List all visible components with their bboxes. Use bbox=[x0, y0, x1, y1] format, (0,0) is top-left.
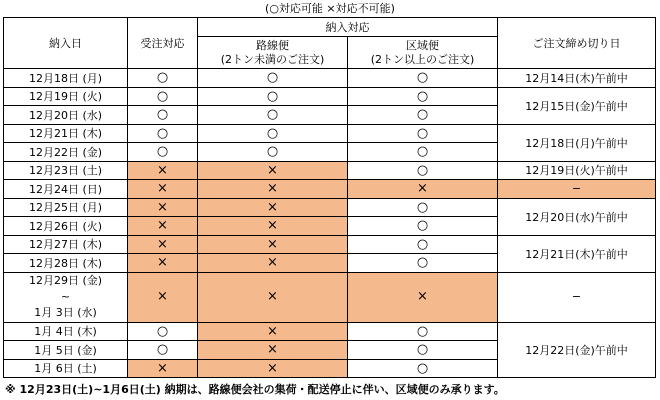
deadline-cell: − bbox=[498, 272, 656, 322]
route-cell: × bbox=[198, 217, 348, 236]
date-cell: 12月28日 (木) bbox=[4, 254, 128, 273]
route-cell: × bbox=[198, 272, 348, 322]
date-range-tilde: ~ bbox=[60, 290, 71, 303]
area-cell: ○ bbox=[348, 161, 498, 180]
date-cell: 12月25日 (月) bbox=[4, 198, 128, 217]
area-cell: ○ bbox=[348, 235, 498, 254]
accept-cell: ○ bbox=[128, 341, 198, 360]
date-cell: 12月23日 (土) bbox=[4, 161, 128, 180]
header-route-note: (2トン未満のご注文) bbox=[220, 52, 325, 66]
header-area bbox=[348, 37, 498, 69]
route-cell: × bbox=[198, 359, 348, 378]
route-cell: ○ bbox=[198, 106, 348, 125]
date-line: 12月29日 (金) bbox=[28, 274, 103, 287]
route-cell: × bbox=[198, 161, 348, 180]
area-cell: ○ bbox=[348, 198, 498, 217]
header-route bbox=[198, 37, 348, 69]
deadline-cell: 12月22日(金)午前中 bbox=[498, 322, 656, 378]
date-cell: 12月18日 (月) bbox=[4, 69, 128, 88]
accept-cell: ○ bbox=[128, 124, 198, 143]
area-cell: ○ bbox=[348, 69, 498, 88]
header-date: 納入日 bbox=[4, 18, 128, 69]
route-cell: × bbox=[198, 180, 348, 199]
route-cell: × bbox=[198, 198, 348, 217]
accept-cell: ○ bbox=[128, 69, 198, 88]
route-cell: × bbox=[198, 322, 348, 341]
area-cell: ○ bbox=[348, 124, 498, 143]
area-cell: ○ bbox=[348, 359, 498, 378]
table-row bbox=[4, 322, 656, 341]
route-cell: ○ bbox=[198, 87, 348, 106]
header-area-label: 区域便 bbox=[406, 38, 439, 52]
route-cell: × bbox=[198, 235, 348, 254]
date-cell: 12月24日 (日) bbox=[4, 180, 128, 199]
date-cell: 12月22日 (金) bbox=[4, 143, 128, 162]
accept-cell: × bbox=[128, 180, 198, 199]
table-row bbox=[4, 272, 656, 322]
area-cell: ○ bbox=[348, 143, 498, 162]
table-row bbox=[4, 198, 656, 217]
date-cell: 12月20日 (水) bbox=[4, 106, 128, 125]
accept-cell: × bbox=[128, 359, 198, 378]
accept-cell: × bbox=[128, 272, 198, 322]
date-cell: 12月19日 (火) bbox=[4, 87, 128, 106]
table-row bbox=[4, 161, 656, 180]
accept-cell: × bbox=[128, 198, 198, 217]
area-cell: ○ bbox=[348, 254, 498, 273]
area-cell: ○ bbox=[348, 87, 498, 106]
date-cell: 1月 5日 (金) bbox=[4, 341, 128, 360]
table-row bbox=[4, 180, 656, 199]
deadline-cell: 12月14日(木)午前中 bbox=[498, 69, 656, 88]
date-cell bbox=[4, 272, 128, 322]
accept-cell: × bbox=[128, 235, 198, 254]
area-cell: × bbox=[348, 180, 498, 199]
route-cell: ○ bbox=[198, 69, 348, 88]
header-delivery: 納入対応 bbox=[198, 18, 498, 37]
accept-cell: ○ bbox=[128, 143, 198, 162]
accept-cell: × bbox=[128, 161, 198, 180]
accept-cell: ○ bbox=[128, 322, 198, 341]
delivery-schedule-table bbox=[3, 17, 656, 378]
deadline-cell: 12月20日(水)午前中 bbox=[498, 198, 656, 235]
route-cell: ○ bbox=[198, 124, 348, 143]
area-cell: ○ bbox=[348, 322, 498, 341]
date-cell: 12月26日 (火) bbox=[4, 217, 128, 236]
header-route-label: 路線便 bbox=[256, 38, 289, 52]
accept-cell: ○ bbox=[128, 87, 198, 106]
area-cell: ○ bbox=[348, 217, 498, 236]
table-row bbox=[4, 235, 656, 254]
header-accept: 受注対応 bbox=[128, 18, 198, 69]
table-row bbox=[4, 69, 656, 88]
deadline-cell: 12月21日(木)午前中 bbox=[498, 235, 656, 272]
footnote: ※ 12月23日(土)~1月6日(土) 納期は、路線便会社の集荷・配送停止に伴い、区域便のみ承ります。 bbox=[5, 383, 505, 396]
route-cell: ○ bbox=[198, 143, 348, 162]
accept-cell: × bbox=[128, 254, 198, 273]
header-deadline: ご注文締め切り日 bbox=[498, 18, 656, 69]
area-cell: ○ bbox=[348, 106, 498, 125]
header-row bbox=[4, 18, 656, 37]
deadline-cell: 12月19日(火)午前中 bbox=[498, 161, 656, 180]
date-cell: 12月21日 (木) bbox=[4, 124, 128, 143]
date-cell: 1月 4日 (木) bbox=[4, 322, 128, 341]
accept-cell: × bbox=[128, 217, 198, 236]
deadline-cell: 12月18日(月)午前中 bbox=[498, 124, 656, 161]
date-cell: 12月27日 (木) bbox=[4, 235, 128, 254]
legend: (○対応可能 ×対応不可能) bbox=[265, 2, 395, 15]
deadline-cell: − bbox=[498, 180, 656, 199]
table-row bbox=[4, 124, 656, 143]
route-cell: × bbox=[198, 341, 348, 360]
table-row bbox=[4, 87, 656, 106]
deadline-cell: 12月15日(金)午前中 bbox=[498, 87, 656, 124]
date-cell: 1月 6日 (土) bbox=[4, 359, 128, 378]
route-cell: × bbox=[198, 254, 348, 273]
area-cell: ○ bbox=[348, 341, 498, 360]
header-area-note: (2トン以上のご注文) bbox=[370, 52, 475, 66]
area-cell: × bbox=[348, 272, 498, 322]
date-line: 1月 3日 (水) bbox=[34, 306, 97, 319]
accept-cell: ○ bbox=[128, 106, 198, 125]
